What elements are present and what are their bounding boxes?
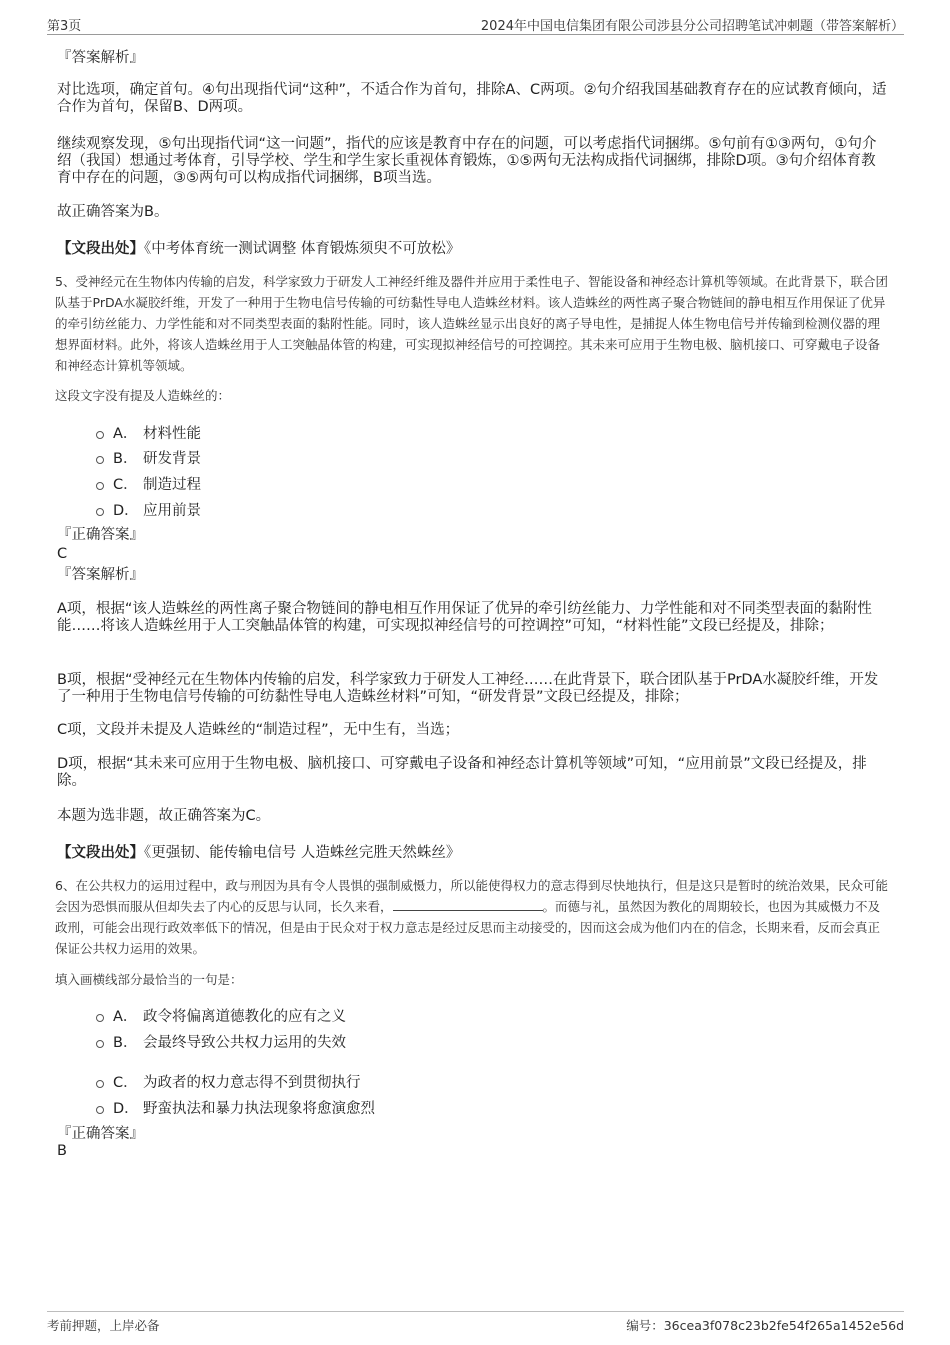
radio-icon[interactable] — [96, 1080, 104, 1088]
analysis-paragraph: 继续观察发现，⑤句出现指代词“这一问题”，指代的应该是教育中存在的问题，可以考虑指代词捆绑。⑤句前有①③两句，①句介绍（我国）想通过考体育，引导学校、学生和学生家长重视体育锻炼，①⑤两句无法构成指代词捆绑，排除D项。③句介绍体育教育中存在的问题，③⑤两句可以构成指代词捆绑，B项当选。 — [57, 136, 877, 186]
source-title: 《更强韧、能传输电信号 人造蛛丝完胜天然蛛丝》 — [144, 845, 461, 861]
fill-in-blank — [393, 898, 543, 911]
option-letter: D． — [113, 503, 139, 519]
option-text: 材料性能 — [143, 426, 201, 442]
option-letter: C． — [113, 1075, 138, 1091]
radio-icon[interactable] — [96, 508, 104, 516]
source-title: 《中考体育统一测试调整 体育锻炼须臾不可放松》 — [144, 241, 461, 257]
question-5-text: 5、受神经元在生物体内传输的启发，科学家致力于研发人工神经纤维及器件并应用于柔性电子、智能设备和神经态计算机等领域。在此背景下，联合团队基于PrDA水凝胶纤维，开发了一种用于生物电信号传输的可纺黏性导电人造蛛丝材料。该人造蛛丝的两性离子聚合物链间的静电相互作用保证了优异的牵引纺丝能力、力学性能和对不同类型表面的黏附性能。同时，该人造蛛丝显示出良好的离子导电性，是捕捉人体生物电信号并传输到检测仪器的理想界面材料。此外，将该人造蛛丝用于人工突触晶体管的构建，可实现拟神经信号的可控调控。其未来可应用于生物电极、脑机接口、可穿戴电子设备和神经态计算机等领域。 — [55, 274, 888, 373]
option-text: 制造过程 — [143, 477, 201, 493]
analysis-option-d: D项，根据“其未来可应用于生物电极、脑机接口、可穿戴电子设备和神经态计算机等领域”可知，“应用前景”文段已经提及，排除。 — [57, 756, 867, 789]
answer-value: B — [57, 1143, 67, 1159]
option-text: 应用前景 — [143, 503, 201, 519]
analysis-label: 『答案解析』 — [57, 567, 144, 583]
option-text: 会最终导致公共权力运用的失效 — [143, 1035, 346, 1051]
page-header — [47, 14, 904, 35]
analysis-option-b: B项，根据“受神经元在生物体内传输的启发，科学家致力于研发人工神经……在此背景下，联合团队基于PrDA水凝胶纤维，开发了一种用于生物电信号传输的可纺黏性导电人造蛛丝材料”可知，“研发背景”文段已经提及，排除； — [57, 672, 879, 705]
source-citation — [57, 237, 460, 258]
question-6-prompt: 填入画横线部分最恰当的一句是： — [55, 972, 243, 987]
radio-icon[interactable] — [96, 1014, 104, 1022]
radio-icon[interactable] — [96, 1106, 104, 1114]
page-number: 第3页 — [47, 19, 82, 34]
source-citation — [57, 841, 460, 862]
q5-option-b[interactable] — [96, 447, 201, 468]
analysis-paragraph: 对比选项，确定首句。④句出现指代词“这种”，不适合作为首句，排除A、C两项。②句介绍我国基础教育存在的应试教育倾向，适合作为首句，保留B、D两项。 — [57, 82, 887, 115]
option-letter: A． — [113, 426, 138, 442]
option-text: 野蛮执法和暴力执法现象将愈演愈烈 — [143, 1101, 375, 1117]
option-letter: C． — [113, 477, 138, 493]
analysis-label: 『答案解析』 — [57, 50, 144, 66]
radio-icon[interactable] — [96, 431, 104, 439]
q6-option-d[interactable] — [96, 1097, 375, 1118]
option-text: 政令将偏离道德教化的应有之义 — [143, 1009, 346, 1025]
radio-icon[interactable] — [96, 482, 104, 490]
q5-option-d[interactable] — [96, 499, 201, 520]
q6-option-a[interactable] — [96, 1005, 346, 1026]
answer-label: 『正确答案』 — [57, 527, 144, 543]
option-text: 为政者的权力意志得不到贯彻执行 — [143, 1075, 361, 1091]
option-letter: D． — [113, 1101, 139, 1117]
q6-option-c[interactable] — [96, 1071, 361, 1092]
option-text: 研发背景 — [143, 451, 201, 467]
code-value: 36cea3f078c23b2fe54f265a1452e56d — [663, 1318, 904, 1333]
document-title: 2024年中国电信集团有限公司涉县分公司招聘笔试冲刺题（带答案解析） — [480, 19, 904, 34]
radio-icon[interactable] — [96, 1040, 104, 1048]
q5-option-a[interactable] — [96, 422, 201, 443]
q5-option-c[interactable] — [96, 473, 201, 494]
option-letter: B． — [113, 451, 138, 467]
option-letter: B． — [113, 1035, 138, 1051]
question-5-prompt: 这段文字没有提及人造蛛丝的： — [55, 388, 231, 403]
analysis-option-c: C项，文段并未提及人造蛛丝的“制造过程”，无中生有，当选； — [57, 722, 460, 738]
question-6-text-before: 6、在公共权力的运用过程中，政与刑因为具有令人畏惧的强制威慑力，所以能使得权力的意志得到尽快地执行，但是这只是暂时的统治效果，民众可能会因为恐惧而服从但却失去了内心的反思与认同，长久来看， — [55, 878, 888, 914]
answer-label: 『正确答案』 — [57, 1126, 144, 1142]
analysis-option-a: A项，根据“该人造蛛丝的两性离子聚合物链间的静电相互作用保证了优异的牵引纺丝能力、力学性能和对不同类型表面的黏附性能……将该人造蛛丝用于人工突触晶体管的构建，可实现拟神经信号的可控调控”可知，“材料性能”文段已经提及，排除； — [57, 601, 872, 634]
document-code — [626, 1316, 904, 1334]
page-footer — [47, 1311, 904, 1334]
q6-option-b[interactable] — [96, 1031, 346, 1052]
footer-slogan: 考前押题，上岸必备 — [47, 1318, 160, 1333]
question-6-text-after: 。而德与礼，虽然因为教化的周期较长，也因为其威慑力不及政刑，可能会出现行政效率低下的情况，但是由于民众对于权力意志是经过反思而主动接受的，因而这会成为他们内在的信念，长期来看，反而会真正保证公共权力运用的效果。 — [55, 899, 881, 956]
analysis-conclusion: 本题为选非题，故正确答案为C。 — [57, 808, 271, 824]
option-letter: A． — [113, 1009, 138, 1025]
source-label: 【文段出处】 — [57, 241, 144, 257]
question-6-text — [55, 875, 889, 959]
analysis-conclusion: 故正确答案为B。 — [57, 204, 169, 220]
source-label: 【文段出处】 — [57, 845, 144, 861]
code-label: 编号： — [626, 1318, 664, 1333]
radio-icon[interactable] — [96, 456, 104, 464]
answer-value: C — [57, 546, 68, 562]
